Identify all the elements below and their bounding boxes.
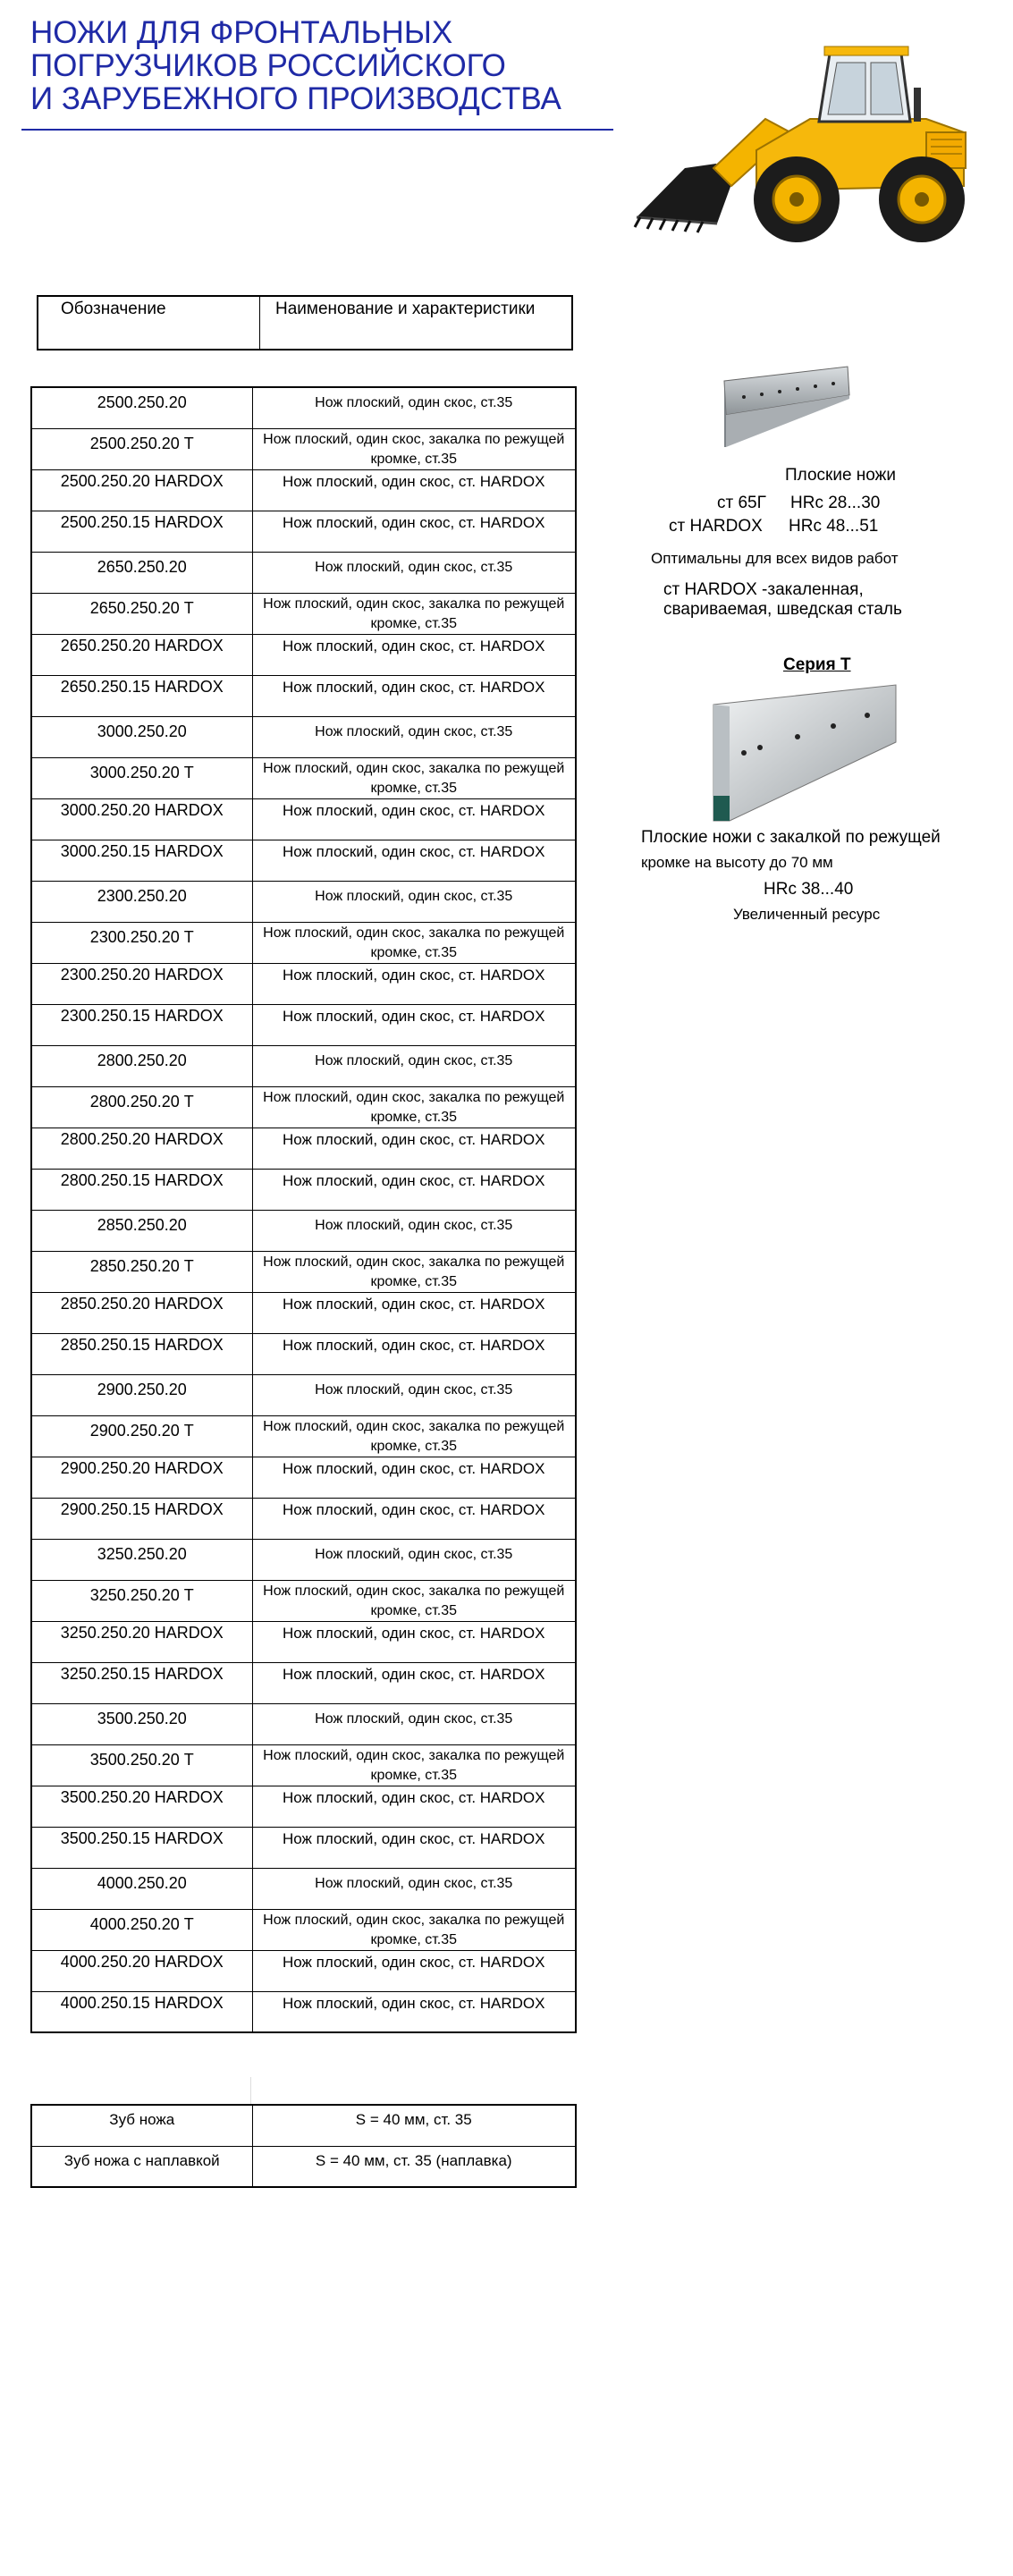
knife-desc: Нож плоский, один скос, ст. HARDOX (252, 469, 576, 511)
knife-desc: Нож плоский, один скос, ст.35 (252, 1374, 576, 1415)
teeth-table (30, 2104, 577, 2188)
knife-desc: Нож плоский, один скос, ст.35 (252, 1703, 576, 1744)
knife-code: 2850.250.20 Т (31, 1251, 252, 1292)
table-row (31, 1539, 576, 1580)
table-row (31, 757, 576, 798)
knife-desc: Нож плоский, один скос, ст.35 (252, 1210, 576, 1251)
table-row (31, 2105, 576, 2146)
knife-code: 2800.250.20 (31, 1045, 252, 1086)
table-row (31, 1580, 576, 1621)
knife-code: 3500.250.20 (31, 1703, 252, 1744)
header-description: Наименование и характеристики (275, 300, 536, 318)
table-row (31, 1004, 576, 1045)
knife-code: 2650.250.20 (31, 552, 252, 593)
table-row (31, 1457, 576, 1498)
table-row (31, 593, 576, 634)
knife-desc: Нож плоский, один скос, ст. HARDOX (252, 1292, 576, 1333)
table-row (31, 634, 576, 675)
hardox-label: ст HARDOX (669, 517, 763, 536)
knife-desc: Нож плоский, один скос, ст. HARDOX (252, 675, 576, 716)
hardox-value: HRc 48...51 (789, 517, 879, 536)
knife-desc: Нож плоский, один скос, закалка по режущей кромке, ст.35 (252, 1580, 576, 1621)
title-line-2: ПОГРУЗЧИКОВ РОССИЙСКОГО (30, 48, 506, 83)
knife-code: 2300.250.15 HARDOX (31, 1004, 252, 1045)
table-row (31, 552, 576, 593)
hardened-knife-image (708, 680, 903, 824)
table-row (31, 1374, 576, 1415)
knife-desc: Нож плоский, один скос, ст.35 (252, 881, 576, 922)
table-row (31, 840, 576, 881)
knife-desc: Нож плоский, один скос, закалка по режущей кромке, ст.35 (252, 922, 576, 963)
knife-desc: Нож плоский, один скос, ст. HARDOX (252, 1333, 576, 1374)
table-row (31, 1909, 576, 1950)
page-title (30, 16, 612, 115)
knife-desc: Нож плоский, один скос, закалка по режущей кромке, ст.35 (252, 593, 576, 634)
knife-desc: Нож плоский, один скос, ст.35 (252, 1539, 576, 1580)
knife-code: 2850.250.20 HARDOX (31, 1292, 252, 1333)
knife-desc: Нож плоский, один скос, ст. HARDOX (252, 1827, 576, 1868)
series-t-hrc: HRc 38...40 (764, 880, 854, 899)
knife-code: 2300.250.20 HARDOX (31, 963, 252, 1004)
table-row (31, 881, 576, 922)
knife-desc: Нож плоский, один скос, ст. HARDOX (252, 1621, 576, 1662)
table-gap (30, 2077, 577, 2104)
optimal-note: Оптимальны для всех видов работ (651, 550, 899, 567)
knife-desc: Нож плоский, один скос, ст. HARDOX (252, 840, 576, 881)
series-t-desc-1: Плоские ножи с закалкой по режущей (641, 828, 941, 847)
knife-code: 3000.250.15 HARDOX (31, 840, 252, 881)
knife-code: 2500.250.20 Т (31, 428, 252, 469)
knife-desc: Нож плоский, один скос, ст. HARDOX (252, 1169, 576, 1210)
table-row (31, 511, 576, 552)
table-row (31, 1169, 576, 1210)
knife-code: 2300.250.20 Т (31, 922, 252, 963)
knives-table (30, 386, 577, 2033)
knife-code: 2850.250.15 HARDOX (31, 1333, 252, 1374)
table-row (31, 428, 576, 469)
tooth-desc: S = 40 мм, ст. 35 (252, 2105, 576, 2146)
st65-value: HRc 28...30 (790, 494, 881, 512)
knife-code: 3500.250.15 HARDOX (31, 1827, 252, 1868)
knife-code: 2850.250.20 (31, 1210, 252, 1251)
flat-knives-title: Плоские ножи (785, 466, 896, 485)
knife-desc: Нож плоский, один скос, ст. HARDOX (252, 1662, 576, 1703)
table-row (31, 1086, 576, 1128)
knife-desc: Нож плоский, один скос, ст. HARDOX (252, 634, 576, 675)
table-row (31, 1662, 576, 1703)
knife-code: 2900.250.15 HARDOX (31, 1498, 252, 1539)
hardox-note-1: ст HARDOX -закаленная, (663, 580, 864, 599)
knife-desc: Нож плоский, один скос, ст. HARDOX (252, 1991, 576, 2032)
table-row (31, 716, 576, 757)
knife-desc: Нож плоский, один скос, ст.35 (252, 552, 576, 593)
table-row (31, 1703, 576, 1744)
knife-code: 3250.250.20 HARDOX (31, 1621, 252, 1662)
knife-code: 3000.250.20 Т (31, 757, 252, 798)
knife-desc: Нож плоский, один скос, закалка по режущей кромке, ст.35 (252, 428, 576, 469)
series-t-desc-2: кромке на высоту до 70 мм (641, 854, 833, 871)
knife-desc: Нож плоский, один скос, ст. HARDOX (252, 1128, 576, 1169)
table-row (31, 963, 576, 1004)
knife-desc: Нож плоский, один скос, ст. HARDOX (252, 1004, 576, 1045)
table-row (31, 798, 576, 840)
knife-desc: Нож плоский, один скос, ст.35 (252, 716, 576, 757)
table-row (31, 1415, 576, 1457)
knife-code: 3250.250.15 HARDOX (31, 1662, 252, 1703)
knife-code: 2500.250.20 HARDOX (31, 469, 252, 511)
title-line-3: И ЗАРУБЕЖНОГО ПРОИЗВОДСТВА (30, 81, 561, 116)
knife-code: 4000.250.15 HARDOX (31, 1991, 252, 2032)
tooth-code: Зуб ножа с наплавкой (31, 2146, 252, 2187)
knife-desc: Нож плоский, один скос, закалка по режущей кромке, ст.35 (252, 1415, 576, 1457)
table-row (31, 1827, 576, 1868)
table-row (31, 1045, 576, 1086)
flat-knife-image (715, 361, 858, 452)
table-row (31, 1786, 576, 1827)
knife-desc: Нож плоский, один скос, ст. HARDOX (252, 1457, 576, 1498)
knife-code: 2800.250.20 Т (31, 1086, 252, 1128)
knife-desc: Нож плоский, один скос, закалка по режущей кромке, ст.35 (252, 1909, 576, 1950)
table-row (31, 1292, 576, 1333)
knife-desc: Нож плоский, один скос, ст.35 (252, 1868, 576, 1909)
knife-code: 4000.250.20 Т (31, 1909, 252, 1950)
knife-desc: Нож плоский, один скос, закалка по режущей кромке, ст.35 (252, 1744, 576, 1786)
st65-label: ст 65Г (717, 494, 766, 512)
table-row (31, 2146, 576, 2187)
knife-code: 2650.250.20 HARDOX (31, 634, 252, 675)
table-row (31, 1621, 576, 1662)
knife-desc: Нож плоский, один скос, ст. HARDOX (252, 798, 576, 840)
knife-code: 2650.250.15 HARDOX (31, 675, 252, 716)
table-row (31, 1991, 576, 2032)
knives-table-body (31, 387, 576, 2032)
table-row (31, 387, 576, 428)
knife-desc: Нож плоский, один скос, ст. HARDOX (252, 963, 576, 1004)
table-row (31, 1744, 576, 1786)
knife-desc: Нож плоский, один скос, ст. HARDOX (252, 1498, 576, 1539)
knife-desc: Нож плоский, один скос, закалка по режущей кромке, ст.35 (252, 1086, 576, 1128)
hardox-note-2: свариваемая, шведская сталь (663, 600, 902, 619)
knife-desc: Нож плоский, один скос, закалка по режущей кромке, ст.35 (252, 1251, 576, 1292)
knife-code: 2800.250.20 HARDOX (31, 1128, 252, 1169)
knife-code: 3000.250.20 (31, 716, 252, 757)
knife-code: 3500.250.20 HARDOX (31, 1786, 252, 1827)
knife-desc: Нож плоский, один скос, ст. HARDOX (252, 511, 576, 552)
wheel-loader-image (631, 34, 1000, 268)
column-header-table (37, 295, 573, 351)
table-row (31, 1128, 576, 1169)
tooth-desc: S = 40 мм, ст. 35 (наплавка) (252, 2146, 576, 2187)
knife-code: 2500.250.15 HARDOX (31, 511, 252, 552)
title-line-1: НОЖИ ДЛЯ ФРОНТАЛЬНЫХ (30, 15, 453, 50)
knife-desc: Нож плоский, один скос, ст.35 (252, 387, 576, 428)
title-underline (21, 129, 613, 131)
table-row (31, 1868, 576, 1909)
table-row (31, 675, 576, 716)
series-t-title: Серия Т (783, 655, 851, 674)
knife-desc: Нож плоский, один скос, ст. HARDOX (252, 1786, 576, 1827)
knife-code: 2900.250.20 Т (31, 1415, 252, 1457)
table-row (31, 1333, 576, 1374)
table-row (31, 1950, 576, 1991)
header-designation: Обозначение (38, 297, 260, 349)
knife-code: 4000.250.20 HARDOX (31, 1950, 252, 1991)
knife-desc: Нож плоский, один скос, закалка по режущей кромке, ст.35 (252, 757, 576, 798)
knife-code: 4000.250.20 (31, 1868, 252, 1909)
table-row (31, 922, 576, 963)
knife-desc: Нож плоский, один скос, ст. HARDOX (252, 1950, 576, 1991)
knife-code: 2300.250.20 (31, 881, 252, 922)
table-row (31, 1498, 576, 1539)
tooth-code: Зуб ножа (31, 2105, 252, 2146)
table-row (31, 469, 576, 511)
knife-code: 2800.250.15 HARDOX (31, 1169, 252, 1210)
knife-code: 2500.250.20 (31, 387, 252, 428)
table-row (31, 1210, 576, 1251)
knife-code: 2650.250.20 Т (31, 593, 252, 634)
knife-code: 3500.250.20 Т (31, 1744, 252, 1786)
knife-desc: Нож плоский, один скос, ст.35 (252, 1045, 576, 1086)
series-t-resource: Увеличенный ресурс (733, 906, 881, 923)
knife-code: 3000.250.20 HARDOX (31, 798, 252, 840)
knife-code: 3250.250.20 (31, 1539, 252, 1580)
knife-code: 2900.250.20 HARDOX (31, 1457, 252, 1498)
knife-code: 3250.250.20 Т (31, 1580, 252, 1621)
knife-code: 2900.250.20 (31, 1374, 252, 1415)
table-row (31, 1251, 576, 1292)
